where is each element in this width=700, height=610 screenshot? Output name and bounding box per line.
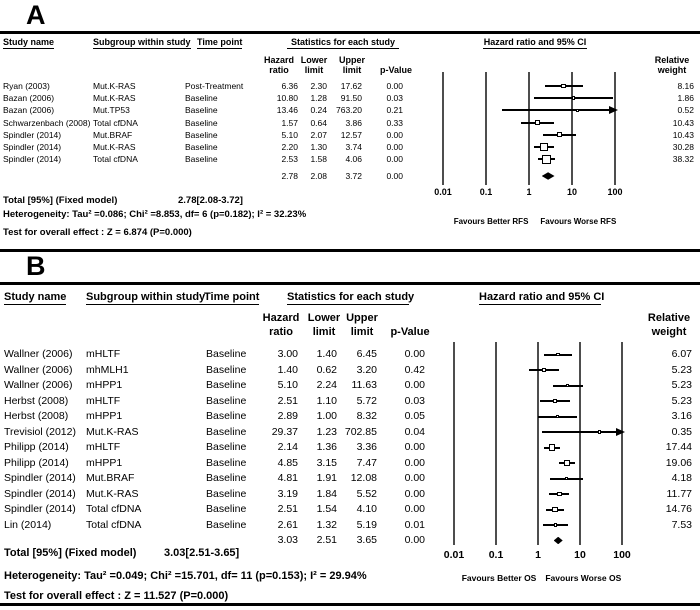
- panel-b-label: B: [26, 251, 47, 281]
- favours-left-b: Favours Better OS: [461, 573, 537, 583]
- relative-weight-cell: 8.16: [677, 81, 694, 91]
- axis-gridline: [442, 72, 444, 185]
- col-header-stats-b: Statistics for each study: [287, 291, 415, 303]
- lower-limit-cell: 3.15: [316, 456, 337, 469]
- subgroup-cell: mHLTF: [86, 348, 121, 360]
- hazard-ratio-cell: 10.80: [276, 93, 298, 104]
- relative-weight-cell: 38.32: [672, 154, 694, 165]
- study-name-cell: Bazan (2006): [3, 105, 55, 116]
- p-value-cell: 0.05: [404, 410, 425, 422]
- ci-arrow: [616, 428, 625, 436]
- relative-weight-cell: 1.86: [677, 93, 694, 104]
- p-value-cell: 0.00: [386, 142, 403, 152]
- study-name-cell: Spindler (2014): [3, 142, 62, 152]
- time-point-cell: Baseline: [206, 441, 247, 453]
- subgroup-cell: mhMLH1: [86, 363, 129, 376]
- upper-limit-cell: 8.32: [356, 410, 377, 422]
- col-header-plot-b: Hazard ratio and 95% CI: [479, 291, 605, 303]
- study-name-cell: Schwarzenbach (2008): [3, 117, 91, 128]
- divider-bottom-b: [0, 603, 700, 606]
- p-value-cell: 0.00: [386, 129, 403, 140]
- subgroup-cell: Total cfDNA: [93, 117, 138, 128]
- upper-limit-cell: 3.20: [356, 363, 377, 376]
- hr-marker: [556, 353, 560, 357]
- relative-weight-cell: 10.43: [672, 117, 694, 128]
- time-point-cell: Baseline: [206, 456, 247, 469]
- favours-left-a: Favours Better RFS: [453, 217, 529, 226]
- lower-limit-cell: 1.23: [316, 425, 337, 438]
- time-point-cell: Baseline: [206, 425, 247, 438]
- axis-tick-label: 10: [566, 187, 577, 197]
- p-value-cell: 0.00: [404, 379, 425, 391]
- summary-lower-limit-cell: 2.08: [310, 171, 327, 181]
- axis-gridline: [614, 72, 616, 185]
- col-header-study-a: Study name: [3, 37, 55, 47]
- time-point-cell: Post-Treatment: [185, 81, 244, 91]
- overall-test-b: Test for overall effect : Z = 11.527 (P=0.000): [4, 590, 229, 602]
- upper-limit-cell: 12.57: [340, 129, 362, 140]
- axis-tick-label: 100: [613, 549, 631, 561]
- lower-limit-cell: 1.58: [310, 154, 327, 165]
- subheader-upper-limit-b: Upper limit: [346, 312, 378, 338]
- subheader-lower-limit-a: Lower limit: [300, 55, 328, 75]
- summary-upper-limit-cell: 3.65: [356, 534, 377, 546]
- p-value-cell: 0.03: [404, 394, 425, 407]
- subheader-pvalue-a: p-Value: [379, 65, 412, 75]
- time-point-cell: Baseline: [185, 105, 218, 116]
- relative-weight-cell: 5.23: [671, 379, 692, 391]
- hr-marker: [566, 384, 570, 388]
- hazard-ratio-cell: 2.61: [277, 518, 298, 531]
- upper-limit-cell: 5.72: [356, 394, 377, 407]
- relative-weight-cell: 7.53: [671, 518, 692, 531]
- hazard-ratio-cell: 1.40: [277, 363, 298, 376]
- subgroup-cell: Mut.TP53: [93, 105, 130, 116]
- p-value-cell: 0.00: [404, 503, 425, 515]
- axis-tick-label: 0.01: [434, 187, 452, 197]
- subgroup-cell: Total cfDNA: [93, 154, 138, 165]
- subgroup-cell: Mut.K-RAS: [93, 81, 136, 91]
- hazard-ratio-cell: 2.51: [277, 503, 298, 515]
- hr-marker: [554, 523, 558, 527]
- study-name-cell: Spindler (2014): [3, 154, 62, 165]
- relative-weight-cell: 19.06: [665, 456, 692, 469]
- time-point-cell: Baseline: [185, 93, 218, 104]
- subheader-upper-limit-a: Upper limit: [338, 55, 365, 75]
- study-name-cell: Wallner (2006): [4, 379, 73, 391]
- upper-limit-cell: 3.74: [345, 142, 362, 152]
- col-header-subgroup-b: Subgroup within study: [86, 291, 206, 303]
- hazard-ratio-cell: 1.57: [281, 117, 298, 128]
- axis-tick-label: 1: [535, 549, 541, 561]
- upper-limit-cell: 12.08: [350, 472, 377, 484]
- p-value-cell: 0.04: [404, 425, 425, 438]
- subheader-weight-a: Relative weight: [654, 55, 690, 75]
- upper-limit-cell: 7.47: [356, 456, 377, 469]
- subgroup-cell: mHLTF: [86, 441, 121, 453]
- p-value-cell: 0.00: [404, 348, 425, 360]
- time-point-cell: Baseline: [185, 142, 218, 152]
- hr-marker: [542, 368, 546, 372]
- upper-limit-cell: 5.52: [356, 487, 377, 500]
- axis-tick-label: 10: [574, 549, 586, 561]
- hazard-ratio-cell: 3.19: [277, 487, 298, 500]
- ci-line: [502, 109, 610, 111]
- lower-limit-cell: 0.64: [310, 117, 327, 128]
- study-name-cell: Lin (2014): [4, 518, 52, 531]
- relative-weight-cell: 5.23: [671, 363, 692, 376]
- study-name-cell: Trevisiol (2012): [4, 425, 76, 438]
- col-header-subgroup-a: Subgroup within study: [93, 37, 191, 47]
- axis-gridline: [621, 342, 623, 545]
- ci-arrow: [609, 106, 618, 114]
- time-point-cell: Baseline: [185, 129, 218, 140]
- axis-gridline: [453, 342, 455, 545]
- heterogeneity-b: Heterogeneity: Tau² =0.049; Chi² =15.701, df= 11 (p=0.153); I² = 29.94%: [4, 570, 367, 582]
- lower-limit-cell: 1.10: [316, 394, 337, 407]
- axis-gridline: [571, 72, 573, 185]
- panel-a-label: A: [26, 0, 47, 30]
- total-value-a: 2.78[2.08-3.72]: [178, 195, 243, 206]
- col-header-timepoint-b: Time point: [204, 291, 260, 303]
- upper-limit-cell: 3.86: [345, 117, 362, 128]
- hr-marker: [557, 132, 562, 137]
- lower-limit-cell: 2.30: [310, 81, 327, 91]
- subgroup-cell: Mut.K-RAS: [86, 487, 139, 500]
- p-value-cell: 0.00: [404, 487, 425, 500]
- summary-diamond: [554, 537, 563, 545]
- study-name-cell: Spindler (2014): [4, 503, 76, 515]
- summary-hazard-ratio-cell: 2.78: [281, 171, 298, 181]
- study-name-cell: Spindler (2014): [4, 472, 76, 484]
- hazard-ratio-cell: 13.46: [276, 105, 298, 116]
- upper-limit-cell: 702.85: [344, 425, 377, 438]
- study-name-cell: Spindler (2014): [3, 129, 62, 140]
- ci-line: [542, 431, 617, 433]
- axis-tick-label: 100: [607, 187, 623, 197]
- hazard-ratio-cell: 2.89: [277, 410, 298, 422]
- hazard-ratio-cell: 2.51: [277, 394, 298, 407]
- hr-marker: [565, 477, 569, 481]
- lower-limit-cell: 1.36: [316, 441, 337, 453]
- p-value-cell: 0.42: [404, 363, 425, 376]
- time-point-cell: Baseline: [206, 348, 247, 360]
- total-label-a: Total [95%] (Fixed model): [3, 195, 118, 206]
- hr-marker: [549, 444, 555, 450]
- lower-limit-cell: 0.24: [310, 105, 327, 116]
- relative-weight-cell: 3.16: [671, 410, 692, 422]
- upper-limit-cell: 4.10: [356, 503, 377, 515]
- p-value-cell: 0.03: [386, 93, 403, 104]
- lower-limit-cell: 1.30: [310, 142, 327, 152]
- axis-gridline: [537, 342, 539, 545]
- hr-marker: [576, 109, 580, 113]
- p-value-cell: 0.00: [386, 81, 403, 91]
- p-value-cell: 0.00: [404, 472, 425, 484]
- subgroup-cell: Mut.K-RAS: [93, 142, 136, 152]
- summary-hazard-ratio-cell: 3.03: [277, 534, 298, 546]
- summary-lower-limit-cell: 2.51: [316, 534, 337, 546]
- hr-marker: [540, 143, 548, 151]
- upper-limit-cell: 4.06: [345, 154, 362, 165]
- study-name-cell: Herbst (2008): [4, 410, 69, 422]
- axis-gridline: [485, 72, 487, 185]
- relative-weight-cell: 4.18: [671, 472, 692, 484]
- subgroup-cell: Total cfDNA: [86, 503, 142, 515]
- overall-test-a: Test for overall effect : Z = 6.874 (P=0.000): [3, 227, 192, 238]
- hazard-ratio-cell: 4.81: [277, 472, 298, 484]
- divider-top-a: [0, 31, 700, 34]
- study-name-cell: Philipp (2014): [4, 456, 69, 469]
- study-name-cell: Ryan (2003): [3, 81, 50, 91]
- subheader-weight-b: Relative weight: [647, 312, 691, 338]
- hazard-ratio-cell: 6.36: [281, 81, 298, 91]
- axis-gridline: [495, 342, 497, 545]
- hr-marker: [564, 460, 570, 466]
- hr-marker: [556, 415, 560, 419]
- subgroup-cell: Mut.K-RAS: [93, 93, 136, 104]
- col-header-timepoint-a: Time point: [197, 37, 243, 47]
- hazard-ratio-cell: 2.14: [277, 441, 298, 453]
- p-value-cell: 0.01: [404, 518, 425, 531]
- axis-gridline: [528, 72, 530, 185]
- time-point-cell: Baseline: [206, 363, 247, 376]
- summary-diamond: [542, 172, 555, 180]
- subgroup-cell: Mut.BRAF: [86, 472, 135, 484]
- subgroup-cell: Mut.BRAF: [93, 129, 133, 140]
- relative-weight-cell: 14.76: [665, 503, 692, 515]
- upper-limit-cell: 3.36: [356, 441, 377, 453]
- relative-weight-cell: 6.07: [671, 348, 692, 360]
- hr-marker: [572, 96, 576, 100]
- col-header-study-b: Study name: [4, 291, 67, 303]
- relative-weight-cell: 10.43: [672, 129, 694, 140]
- hr-marker: [542, 155, 551, 164]
- upper-limit-cell: 91.50: [340, 93, 362, 104]
- study-name-cell: Spindler (2014): [4, 487, 76, 500]
- hazard-ratio-cell: 2.20: [281, 142, 298, 152]
- heterogeneity-a: Heterogeneity: Tau² =0.086; Chi² =8.853, df= 6 (p=0.182); I² = 32.23%: [3, 209, 307, 220]
- lower-limit-cell: 2.24: [316, 379, 337, 391]
- subheader-hazard-ratio-b: Hazard ratio: [262, 312, 300, 338]
- hazard-ratio-cell: 3.00: [277, 348, 298, 360]
- subgroup-cell: Total cfDNA: [86, 518, 142, 531]
- total-value-b: 3.03[2.51-3.65]: [164, 547, 240, 559]
- lower-limit-cell: 1.32: [316, 518, 337, 531]
- upper-limit-cell: 11.63: [351, 379, 377, 391]
- favours-labels-b: [449, 573, 634, 583]
- summary-p-value-cell: 0.00: [404, 534, 425, 546]
- study-name-cell: Wallner (2006): [4, 348, 73, 360]
- hazard-ratio-cell: 29.37: [271, 425, 298, 438]
- col-header-stats-a: Statistics for each study: [287, 37, 399, 49]
- hr-marker: [598, 430, 602, 434]
- study-name-cell: Herbst (2008): [4, 394, 69, 407]
- subgroup-cell: mHLTF: [86, 394, 121, 407]
- upper-limit-cell: 763.20: [336, 105, 362, 116]
- axis-tick-label: 0.1: [488, 549, 504, 561]
- subgroup-cell: mHPP1: [86, 410, 123, 422]
- subheader-pvalue-b: p-Value: [390, 326, 430, 338]
- lower-limit-cell: 0.62: [316, 363, 337, 376]
- relative-weight-cell: 30.28: [672, 142, 694, 152]
- upper-limit-cell: 5.19: [356, 518, 377, 531]
- axis-tick-label: 0.1: [479, 187, 493, 197]
- p-value-cell: 0.21: [386, 105, 403, 116]
- favours-labels-a: [443, 217, 627, 226]
- divider-top-b: [0, 282, 700, 285]
- time-point-cell: Baseline: [206, 410, 247, 422]
- summary-upper-limit-cell: 3.72: [345, 171, 362, 181]
- relative-weight-cell: 0.52: [677, 105, 694, 116]
- lower-limit-cell: 1.40: [316, 348, 337, 360]
- p-value-cell: 0.33: [386, 117, 403, 128]
- favours-right-a: Favours Worse RFS: [540, 217, 617, 226]
- time-point-cell: Baseline: [206, 487, 247, 500]
- axis-tick-label: 1: [526, 187, 532, 197]
- lower-limit-cell: 1.28: [310, 93, 327, 104]
- subheader-lower-limit-b: Lower limit: [307, 312, 341, 338]
- summary-p-value-cell: 0.00: [386, 171, 403, 181]
- hazard-ratio-cell: 5.10: [281, 129, 298, 140]
- study-name-cell: Wallner (2006): [4, 363, 73, 376]
- hazard-ratio-cell: 4.85: [277, 456, 298, 469]
- total-label-b: Total [95%] (Fixed model): [4, 547, 137, 559]
- subheader-hazard-ratio-a: Hazard ratio: [263, 55, 294, 75]
- hr-marker: [557, 492, 562, 497]
- time-point-cell: Baseline: [206, 518, 247, 531]
- time-point-cell: Baseline: [185, 154, 218, 165]
- upper-limit-cell: 17.62: [340, 81, 362, 91]
- favours-right-b: Favours Worse OS: [545, 573, 622, 583]
- lower-limit-cell: 1.91: [316, 472, 337, 484]
- hr-marker: [561, 84, 565, 88]
- col-header-plot-a: Hazard ratio and 95% CI: [483, 37, 587, 47]
- divider-bottom-a: [0, 249, 700, 252]
- hazard-ratio-cell: 5.10: [277, 379, 298, 391]
- p-value-cell: 0.00: [404, 456, 425, 469]
- relative-weight-cell: 11.77: [666, 487, 692, 500]
- hr-marker: [553, 399, 557, 403]
- upper-limit-cell: 6.45: [356, 348, 377, 360]
- study-name-cell: Philipp (2014): [4, 441, 69, 453]
- hr-marker: [552, 507, 558, 513]
- relative-weight-cell: 5.23: [671, 394, 692, 407]
- p-value-cell: 0.00: [386, 154, 403, 165]
- lower-limit-cell: 2.07: [310, 129, 327, 140]
- relative-weight-cell: 0.35: [671, 425, 692, 438]
- hr-marker: [535, 120, 540, 125]
- lower-limit-cell: 1.84: [316, 487, 337, 500]
- time-point-cell: Baseline: [206, 394, 247, 407]
- lower-limit-cell: 1.00: [316, 410, 337, 422]
- subgroup-cell: mHPP1: [86, 456, 123, 469]
- axis-gridline: [579, 342, 581, 545]
- p-value-cell: 0.00: [404, 441, 425, 453]
- time-point-cell: Baseline: [185, 117, 218, 128]
- time-point-cell: Baseline: [206, 379, 247, 391]
- subgroup-cell: mHPP1: [86, 379, 123, 391]
- subgroup-cell: Mut.K-RAS: [86, 425, 139, 438]
- hazard-ratio-cell: 2.53: [281, 154, 298, 165]
- axis-tick-label: 0.01: [443, 549, 465, 561]
- lower-limit-cell: 1.54: [316, 503, 337, 515]
- study-name-cell: Bazan (2006): [3, 93, 55, 104]
- time-point-cell: Baseline: [206, 503, 247, 515]
- time-point-cell: Baseline: [206, 472, 247, 484]
- relative-weight-cell: 17.44: [665, 441, 692, 453]
